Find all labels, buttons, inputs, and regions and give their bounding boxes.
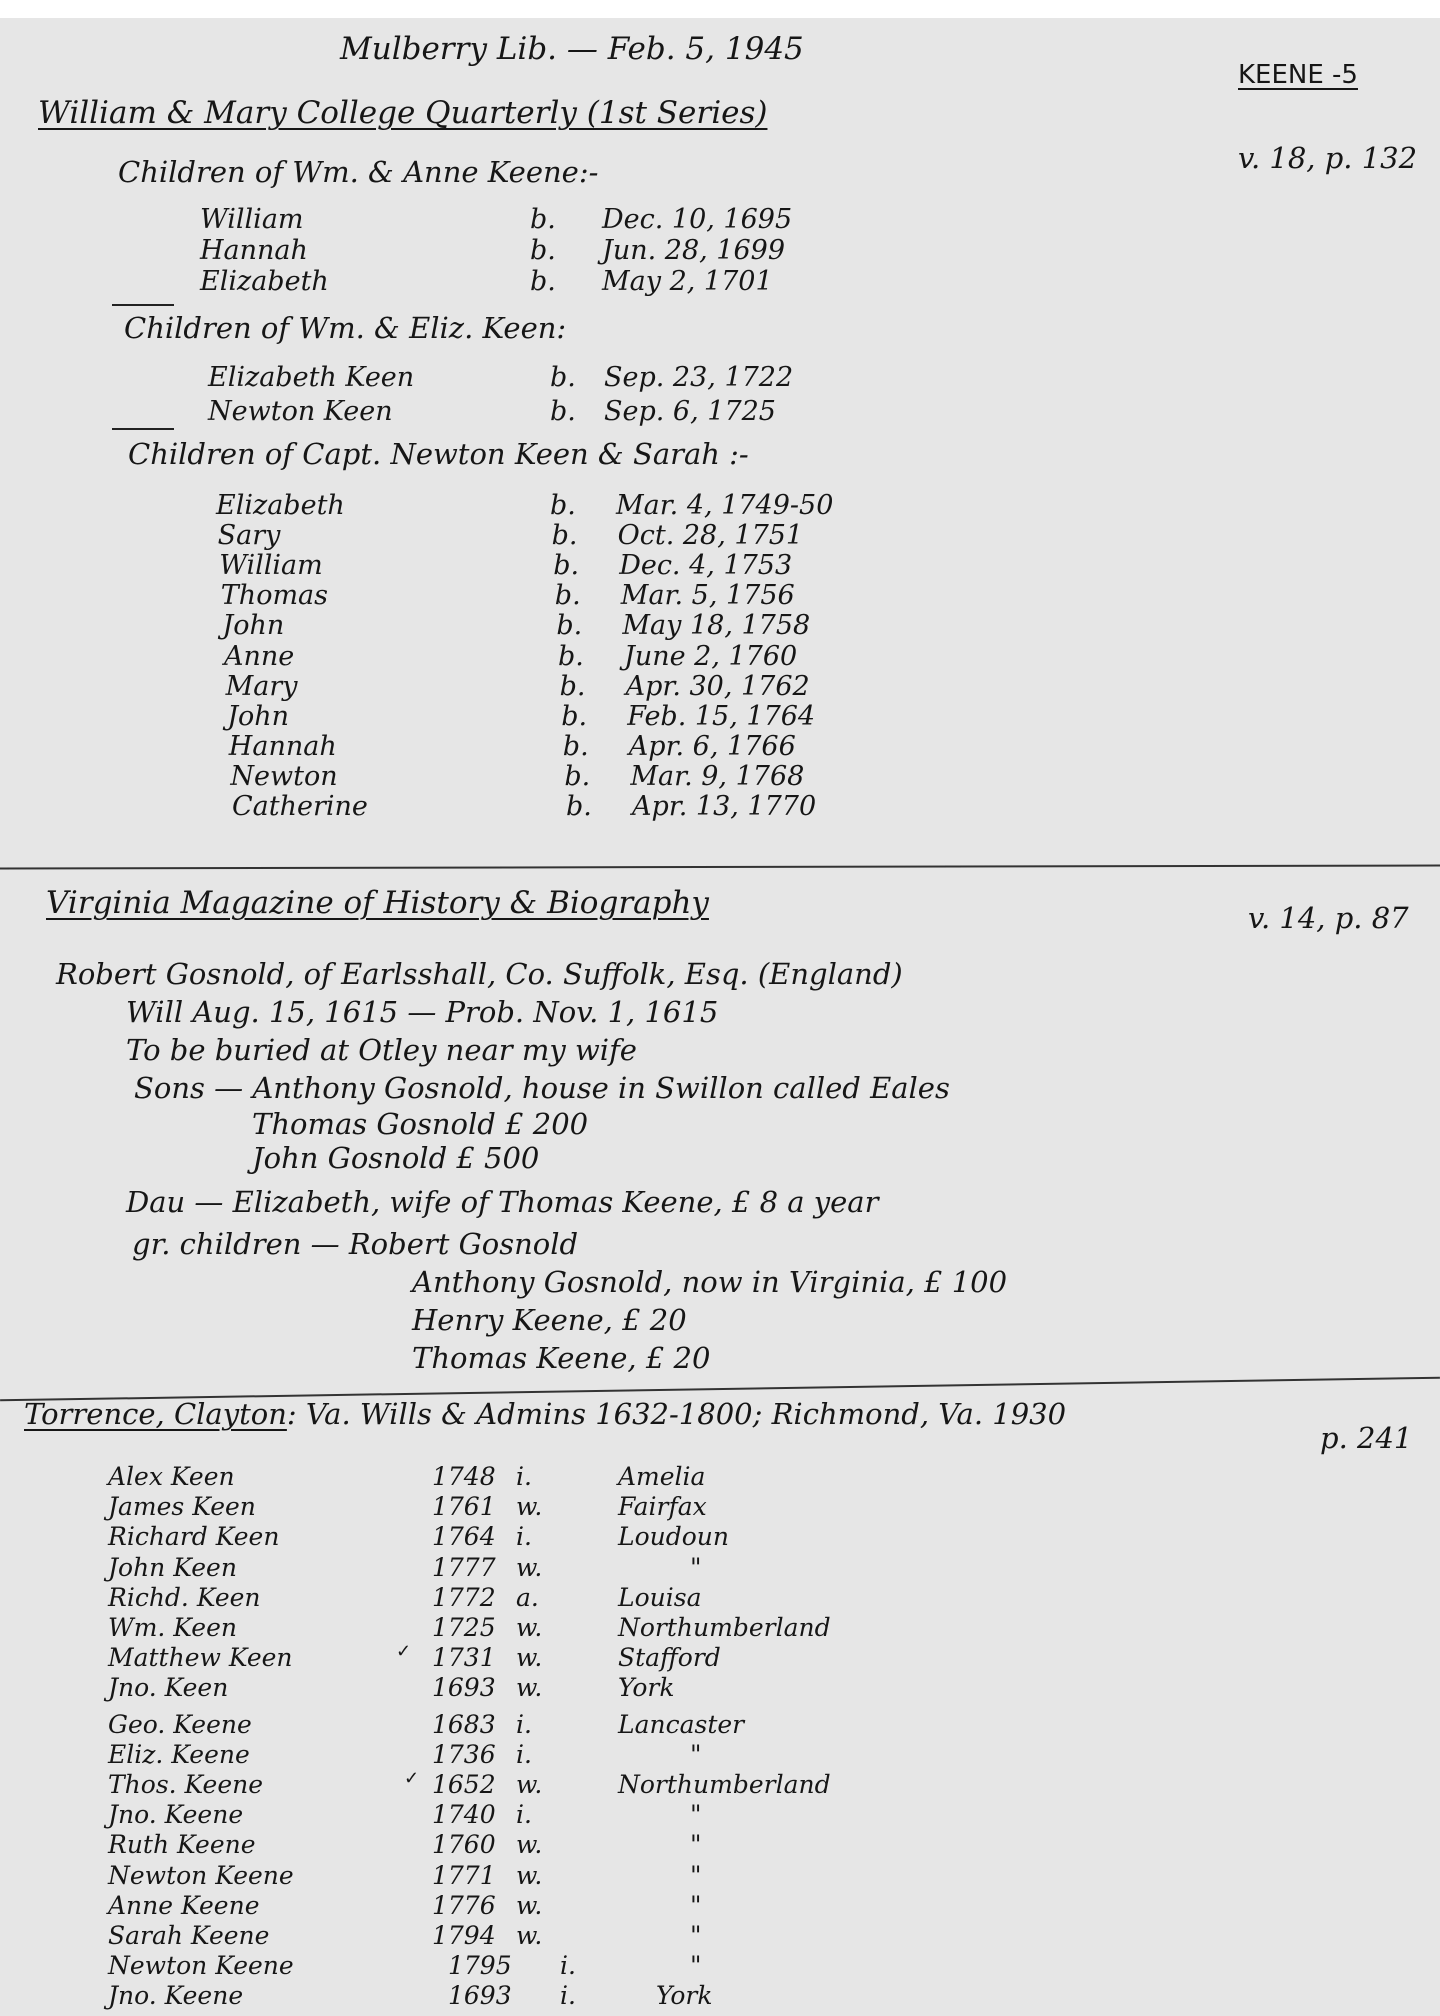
born-marker: b.	[550, 396, 576, 427]
record-type: i.	[516, 1709, 532, 1739]
county: "	[690, 1921, 702, 1950]
testator-name: James Keen	[108, 1492, 256, 1522]
testator-name: Jno. Keene	[108, 1800, 244, 1830]
person-name: John	[222, 610, 285, 642]
person-name: Sary	[217, 520, 281, 552]
born-marker: b.	[530, 235, 556, 266]
county: "	[690, 1552, 702, 1582]
record-year: 1736	[432, 1739, 496, 1769]
birth-date: Jun. 28, 1699	[602, 235, 786, 266]
born-marker: b.	[556, 610, 583, 642]
county: Northumberland	[618, 1613, 831, 1642]
county: "	[690, 1800, 702, 1830]
birth-date: Apr. 13, 1770	[632, 791, 817, 822]
will-line-8: gr. children — Robert Gosnold	[132, 1227, 579, 1261]
record-type: i.	[516, 1462, 532, 1491]
person-name: Hannah	[200, 235, 308, 266]
record-year: 1693	[432, 1673, 496, 1703]
county: Northumberland	[618, 1770, 831, 1799]
page-header-title: Mulberry Lib. — Feb. 5, 1945	[340, 31, 804, 67]
surname-tag: KEENE -5	[1238, 60, 1358, 90]
birth-date: May 2, 1701	[602, 266, 773, 297]
will-line-5: Thomas Gosnold £ 200	[252, 1107, 589, 1141]
check-mark: ✓	[404, 1768, 420, 1789]
born-marker: b.	[561, 700, 588, 732]
group2-title: Children of Wm. & Eliz. Keen:	[124, 311, 567, 345]
county: York	[656, 1981, 713, 2011]
record-type: w.	[516, 1921, 543, 1950]
born-marker: b.	[558, 640, 584, 672]
born-marker: b.	[530, 204, 556, 235]
person-name: Mary	[225, 670, 298, 702]
testator-name: Jno. Keene	[108, 1981, 244, 2011]
county: "	[690, 1739, 702, 1769]
testator-name: Matthew Keen	[108, 1643, 293, 1673]
testator-name: Geo. Keene	[108, 1709, 252, 1739]
group3-marker	[112, 428, 174, 430]
testator-name: Newton Keene	[108, 1860, 294, 1890]
person-name: Catherine	[232, 791, 368, 822]
record-year: 1731	[432, 1643, 496, 1673]
record-year: 1794	[432, 1921, 496, 1950]
will-line-6: John Gosnold £ 500	[252, 1141, 540, 1175]
record-year: 1748	[432, 1462, 496, 1491]
testator-name: Sarah Keene	[108, 1921, 270, 1950]
record-year: 1652	[432, 1770, 496, 1799]
section3-citation: : Va. Wills & Admins 1632-1800; Richmond, Va. 1930	[286, 1397, 1067, 1431]
born-marker: b.	[550, 490, 576, 521]
group1-title: Children of Wm. & Anne Keene:-	[118, 155, 599, 189]
birth-date: Mar. 4, 1749-50	[616, 490, 834, 521]
record-year: 1795	[448, 1951, 512, 1981]
will-line-3: To be buried at Otley near my wife	[126, 1033, 637, 1067]
record-type: i.	[516, 1739, 532, 1769]
section2-heading: Virginia Magazine of History & Biography	[46, 885, 709, 921]
record-type: w.	[516, 1613, 543, 1642]
testator-name: Anne Keene	[108, 1890, 260, 1920]
birth-date: June 2, 1760	[624, 640, 798, 672]
record-type: w.	[516, 1643, 543, 1673]
group2-marker	[112, 304, 174, 306]
birth-date: Dec. 4, 1753	[619, 550, 793, 582]
county: Loudoun	[618, 1522, 730, 1552]
will-line-9: Anthony Gosnold, now in Virginia, £ 100	[412, 1265, 1008, 1299]
record-year: 1764	[432, 1522, 496, 1552]
section3-author: Torrence, Clayton	[24, 1397, 287, 1431]
record-type: w.	[516, 1830, 543, 1860]
county: "	[690, 1830, 702, 1860]
will-line-7: Dau — Elizabeth, wife of Thomas Keene, £ 8 a year	[126, 1185, 879, 1219]
record-year: 1683	[432, 1709, 496, 1739]
birth-date: Mar. 9, 1768	[630, 760, 805, 792]
record-year: 1693	[448, 1981, 512, 2011]
person-name: Elizabeth	[200, 266, 329, 297]
record-year: 1760	[432, 1830, 496, 1860]
county: Louisa	[618, 1582, 702, 1612]
will-line-10: Henry Keene, £ 20	[412, 1303, 687, 1337]
person-name: William	[219, 550, 323, 582]
born-marker: b.	[559, 670, 586, 702]
record-type: a.	[516, 1582, 539, 1612]
born-marker: b.	[550, 362, 576, 393]
person-name: Thomas	[220, 580, 329, 612]
record-year: 1725	[432, 1613, 496, 1642]
record-year: 1777	[432, 1552, 496, 1582]
born-marker: b.	[551, 520, 578, 552]
record-type: w.	[516, 1673, 543, 1703]
record-type: w.	[516, 1890, 543, 1920]
born-marker: b.	[530, 266, 556, 297]
testator-name: Jno. Keen	[108, 1673, 229, 1703]
will-line-4: Sons — Anthony Gosnold, house in Swillon called Eales	[134, 1071, 950, 1105]
testator-name: Ruth Keene	[108, 1830, 256, 1860]
county: "	[690, 1890, 702, 1920]
testator-name: Newton Keene	[108, 1951, 294, 1981]
will-line-2: Will Aug. 15, 1615 — Prob. Nov. 1, 1615	[126, 995, 719, 1029]
record-year: 1772	[432, 1582, 496, 1612]
record-type: i.	[560, 1981, 576, 2011]
group3-title: Children of Capt. Newton Keen & Sarah :-	[128, 437, 749, 471]
birth-date: Dec. 10, 1695	[602, 204, 793, 235]
testator-name: Richd. Keen	[108, 1582, 261, 1612]
check-mark: ✓	[396, 1641, 412, 1663]
person-name: Elizabeth	[216, 490, 345, 521]
person-name: Anne	[224, 640, 295, 672]
born-marker: b.	[554, 580, 581, 612]
birth-date: Sep. 6, 1725	[604, 396, 776, 427]
birth-date: Sep. 23, 1722	[604, 362, 794, 393]
county: Amelia	[618, 1462, 706, 1491]
birth-date: Oct. 28, 1751	[617, 520, 804, 552]
testator-name: Richard Keen	[108, 1522, 280, 1552]
record-type: i.	[516, 1522, 532, 1552]
record-type: w.	[516, 1492, 543, 1522]
testator-name: John Keen	[108, 1552, 237, 1582]
will-line-1: Robert Gosnold, of Earlsshall, Co. Suffolk, Esq. (England)	[56, 957, 903, 991]
county: Lancaster	[618, 1709, 745, 1739]
birth-date: Feb. 15, 1764	[627, 700, 816, 732]
record-type: w.	[516, 1770, 543, 1799]
testator-name: Alex Keen	[108, 1462, 235, 1491]
person-name: Hannah	[228, 730, 337, 762]
testator-name: Eliz. Keene	[108, 1739, 250, 1769]
record-type: i.	[560, 1951, 576, 1981]
birth-date: Apr. 6, 1766	[628, 730, 796, 762]
document-page	[0, 18, 1440, 2016]
born-marker: b.	[553, 550, 580, 582]
person-name: Newton	[230, 760, 338, 792]
born-marker: b.	[564, 760, 591, 792]
county: "	[690, 1860, 702, 1890]
county: Stafford	[618, 1643, 721, 1673]
record-year: 1761	[432, 1492, 496, 1522]
record-year: 1740	[432, 1800, 496, 1830]
record-type: w.	[516, 1860, 543, 1890]
person-name: Elizabeth Keen	[208, 362, 415, 393]
birth-date: Mar. 5, 1756	[620, 580, 795, 612]
section3-ref: p. 241	[1320, 1421, 1413, 1455]
person-name: Newton Keen	[208, 396, 393, 427]
section1-ref: v. 18, p. 132	[1238, 141, 1418, 175]
section-divider-1	[0, 864, 1440, 869]
birth-date: May 18, 1758	[622, 610, 811, 642]
birth-date: Apr. 30, 1762	[625, 670, 810, 702]
born-marker: b.	[566, 791, 592, 822]
section2-ref: v. 14, p. 87	[1248, 901, 1409, 935]
section3-heading	[24, 1397, 1067, 1431]
county: "	[690, 1951, 702, 1981]
section1-heading: William & Mary College Quarterly (1st Series)	[38, 95, 768, 131]
testator-name: Wm. Keen	[108, 1613, 237, 1642]
record-year: 1771	[432, 1860, 496, 1890]
record-type: i.	[516, 1800, 532, 1830]
county: York	[618, 1673, 675, 1703]
testator-name: Thos. Keene	[108, 1770, 264, 1799]
person-name: William	[200, 204, 304, 235]
record-type: w.	[516, 1552, 543, 1582]
record-year: 1776	[432, 1890, 496, 1920]
born-marker: b.	[562, 730, 589, 762]
person-name: John	[227, 700, 290, 732]
county: Fairfax	[618, 1492, 707, 1522]
will-line-11: Thomas Keene, £ 20	[412, 1341, 711, 1375]
